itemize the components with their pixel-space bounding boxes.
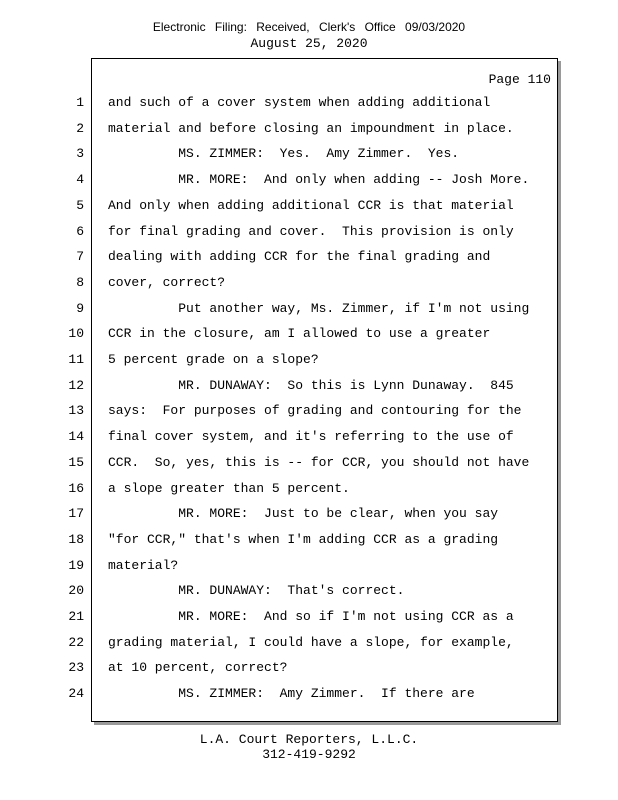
line-number: 19 xyxy=(68,557,84,573)
line-text: MR. MORE: And so if I'm not using CCR as a xyxy=(108,609,514,624)
transcript-line xyxy=(0,275,600,301)
line-text: "for CCR," that's when I'm adding CCR as a grading xyxy=(108,531,499,547)
filing-stamp: Electronic Filing: Received, Clerk's Office 09/03/2020 xyxy=(152,20,466,34)
line-number: 23 xyxy=(68,660,84,676)
transcript-line xyxy=(0,532,600,558)
line-text: for final grading and cover. This provision is only xyxy=(108,223,514,239)
transcript-line xyxy=(0,403,600,429)
transcript-line xyxy=(0,95,600,121)
line-number: 3 xyxy=(76,146,84,162)
line-number: 12 xyxy=(68,377,84,393)
line-number: 5 xyxy=(76,197,84,213)
line-text: MS. ZIMMER: Amy Zimmer. If there are xyxy=(108,686,475,702)
line-text: grading material, I could have a slope, for example, xyxy=(108,634,514,650)
line-text: MR. DUNAWAY: So this is Lynn Dunaway. 845 xyxy=(108,377,514,393)
line-number: 4 xyxy=(76,172,84,188)
line-number: 6 xyxy=(76,223,84,239)
transcript-line xyxy=(0,378,600,404)
transcript-line xyxy=(0,455,600,481)
transcript-line xyxy=(0,481,600,507)
line-text: And only when adding additional CCR is that material xyxy=(108,197,514,213)
line-text: CCR. So, yes, this is -- for CCR, you should not have xyxy=(108,454,530,470)
line-number: 16 xyxy=(68,480,84,496)
header-date: August 25, 2020 xyxy=(250,36,368,51)
line-text: a slope greater than 5 percent. xyxy=(108,480,350,496)
line-text: at 10 percent, correct? xyxy=(108,660,288,676)
transcript-line xyxy=(0,172,600,198)
line-number: 15 xyxy=(68,454,84,470)
line-number: 21 xyxy=(68,609,84,624)
line-text: CCR in the closure, am I allowed to use a greater xyxy=(108,326,491,342)
transcript-line xyxy=(0,686,600,712)
line-text: 5 percent grade on a slope? xyxy=(108,352,319,367)
line-number: 13 xyxy=(68,403,84,419)
line-text: final cover system, and it's referring to the use of xyxy=(108,429,514,445)
court-reporter-phone: 312-419-9292 xyxy=(262,747,356,762)
line-text: material? xyxy=(108,557,179,573)
transcript-line xyxy=(0,224,600,250)
line-number: 14 xyxy=(68,429,84,445)
transcript-line xyxy=(0,249,600,275)
line-text: dealing with adding CCR for the final grading and xyxy=(108,249,491,265)
court-reporter-name: L.A. Court Reporters, L.L.C. xyxy=(199,732,419,747)
line-number: 2 xyxy=(76,120,84,136)
line-number: 20 xyxy=(68,583,84,599)
line-number: 8 xyxy=(76,274,84,290)
transcript-line xyxy=(0,198,600,224)
line-text: says: For purposes of grading and contouring for the xyxy=(108,403,522,419)
line-text: material and before closing an impoundment in place. xyxy=(108,120,514,136)
transcript-line xyxy=(0,635,600,661)
page-number: Page 110 xyxy=(488,72,551,87)
transcript-line xyxy=(0,429,600,455)
line-number: 24 xyxy=(68,686,84,702)
line-number: 11 xyxy=(68,352,84,367)
line-number: 22 xyxy=(68,634,84,650)
line-text: MR. MORE: Just to be clear, when you say xyxy=(108,506,499,522)
transcript-line xyxy=(0,558,600,584)
transcript-line xyxy=(0,609,600,635)
transcript-line xyxy=(0,352,600,378)
line-text: MR. MORE: And only when adding -- Josh More. xyxy=(108,172,530,188)
transcript-line xyxy=(0,660,600,686)
line-number: 9 xyxy=(76,300,84,316)
line-number: 1 xyxy=(76,95,84,110)
line-number: 7 xyxy=(76,249,84,265)
line-text: and such of a cover system when adding additional xyxy=(108,95,491,110)
transcript-line xyxy=(0,121,600,147)
line-text: cover, correct? xyxy=(108,274,226,290)
transcript-line xyxy=(0,326,600,352)
line-number: 18 xyxy=(68,531,84,547)
line-number: 17 xyxy=(68,506,84,522)
line-number: 10 xyxy=(68,326,84,342)
transcript-line xyxy=(0,583,600,609)
line-text: Put another way, Ms. Zimmer, if I'm not using xyxy=(108,300,530,316)
transcript-line xyxy=(0,506,600,532)
line-text: MR. DUNAWAY: That's correct. xyxy=(108,583,405,599)
line-text: MS. ZIMMER: Yes. Amy Zimmer. Yes. xyxy=(108,146,460,162)
transcript-line xyxy=(0,146,600,172)
transcript-line xyxy=(0,301,600,327)
